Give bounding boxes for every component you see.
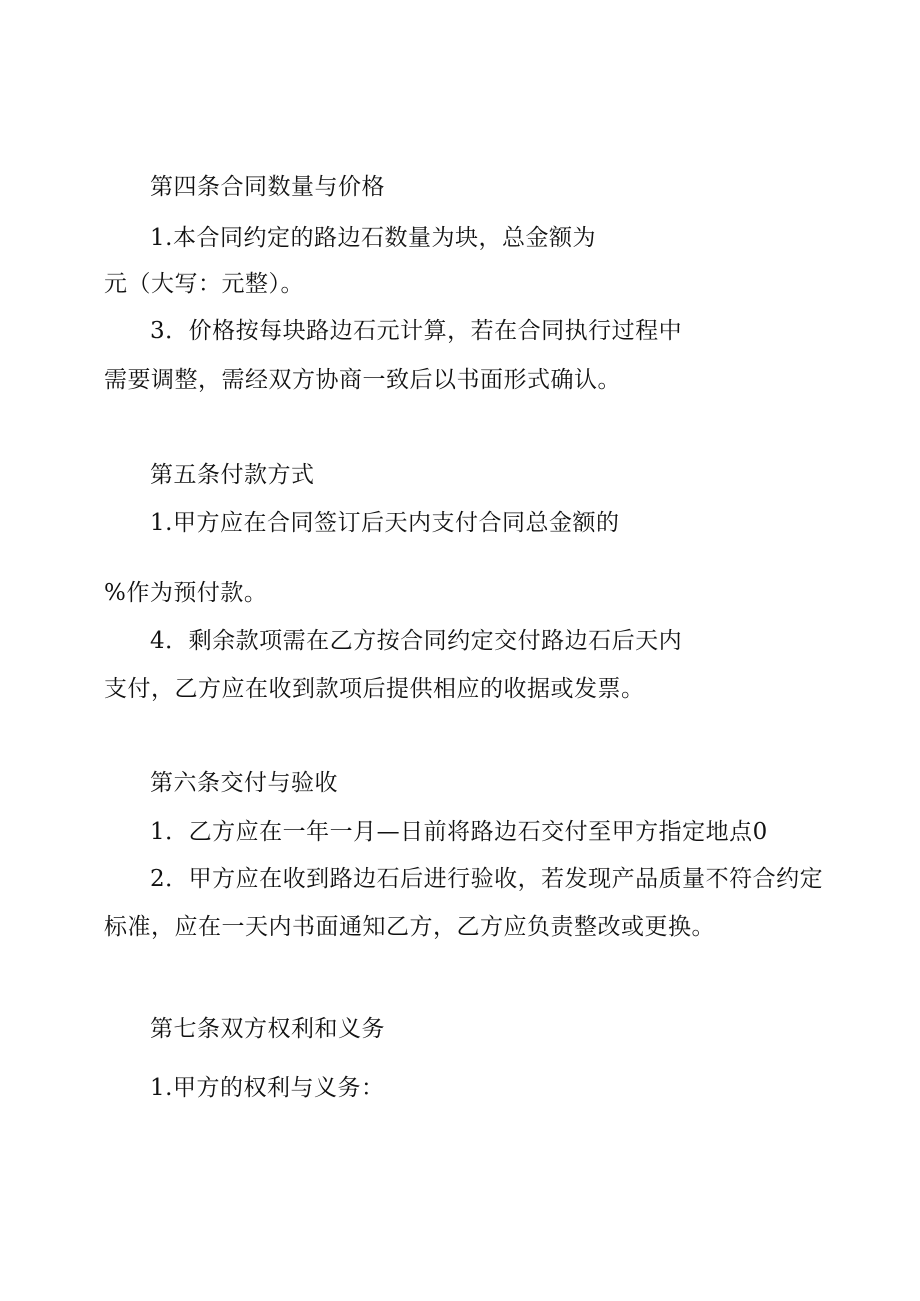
- clause-continuation: 需要调整，需经双方协商一致后以书面形式确认。: [104, 367, 621, 393]
- clause-continuation: 元（大写：元整）。: [104, 271, 304, 297]
- section-heading: 第七条双方权利和义务: [150, 1016, 385, 1042]
- clause-text: 1．乙方应在一年一月—日前将路边石交付至甲方指定地点0: [150, 819, 768, 845]
- clause-text: 4．剩余款项需在乙方按合同约定交付路边石后天内: [150, 628, 683, 654]
- section-heading: 第五条付款方式: [150, 462, 315, 488]
- clause-continuation: 支付，乙方应在收到款项后提供相应的收据或发票。: [104, 676, 645, 702]
- section-heading: 第四条合同数量与价格: [150, 174, 385, 200]
- clause-text: 1.甲方的权利与义务：: [150, 1075, 385, 1101]
- section-heading: 第六条交付与验收: [150, 770, 338, 796]
- clause-text: 1.本合同约定的路边石数量为块，总金额为: [150, 225, 596, 251]
- clause-continuation: %作为预付款。: [104, 580, 268, 606]
- clause-text: 3．价格按每块路边石元计算，若在合同执行过程中: [150, 318, 683, 344]
- clause-text: 2．甲方应在收到路边石后进行验收，若发现产品质量不符合约定: [150, 866, 824, 892]
- clause-text: 1.甲方应在合同签订后天内支付合同总金额的: [150, 510, 620, 536]
- clause-continuation: 标准，应在一天内书面通知乙方，乙方应负责整改或更换。: [104, 914, 715, 940]
